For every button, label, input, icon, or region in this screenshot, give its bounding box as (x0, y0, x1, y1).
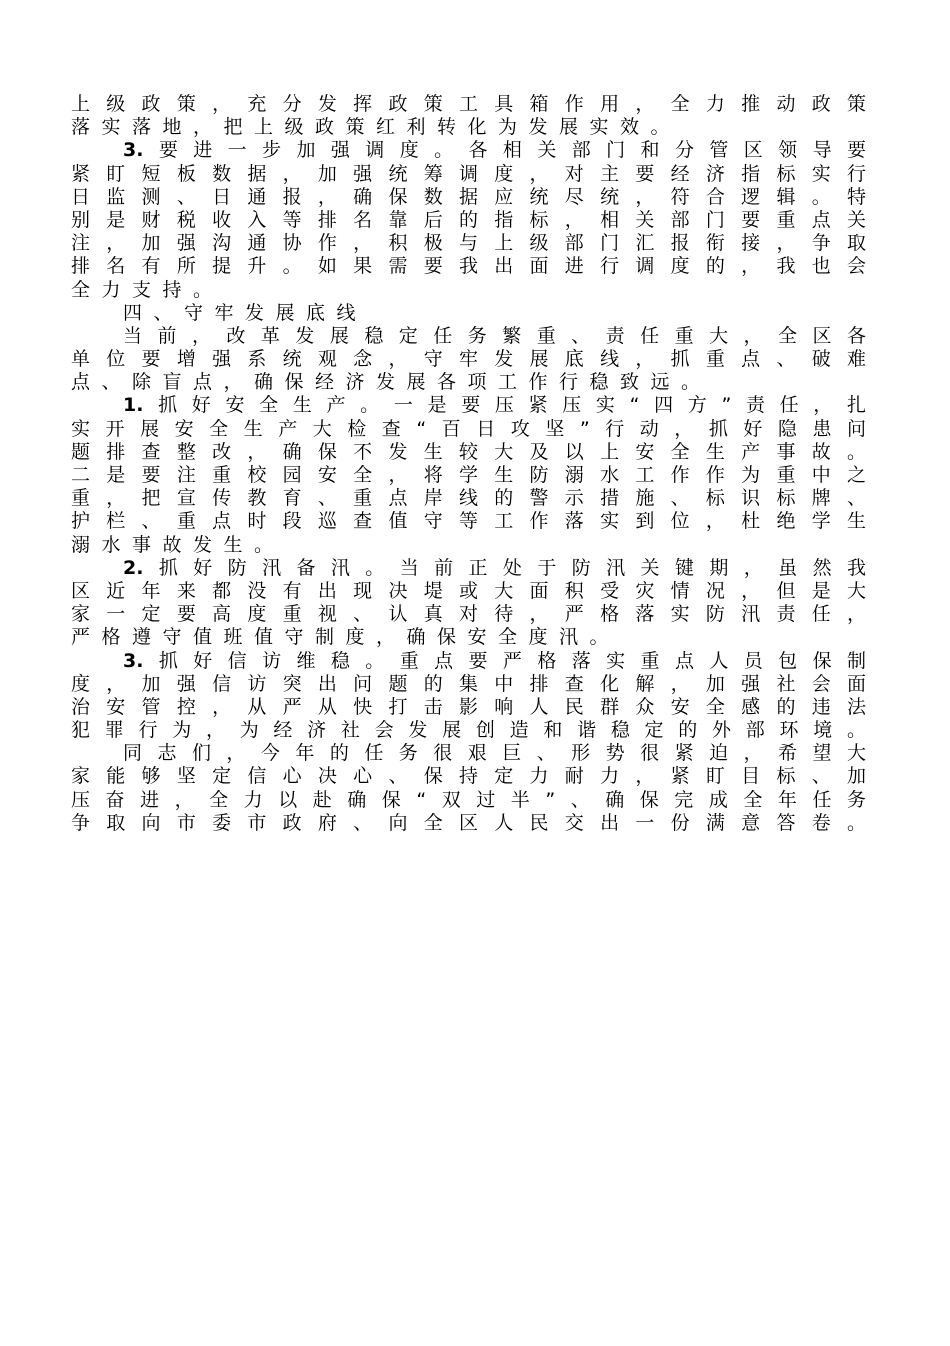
item-number: 3. (123, 649, 144, 672)
text-line: 犯罪行为，为经济社会发展创造和谐稳定的外部环境。 (71, 719, 866, 742)
text-line: 严格遵守值班值守制度，确保安全度汛。 (71, 626, 621, 649)
item-number: 3. (123, 139, 144, 162)
text-line: 单位要增强系统观念，守牢发展底线，抓重点、破难 (71, 348, 866, 371)
text-line: 溺水事故发生。 (71, 533, 285, 556)
text-line: 重，把宣传教育、重点岸线的警示措施、标识标牌、 (71, 487, 866, 510)
text-span: 抓好信访维稳。重点要严格落实重点人员包保制 (143, 649, 866, 672)
text-line: 全力支持。 (71, 278, 224, 301)
text-line: 二是要注重校园安全，将学生防溺水工作作为重中之 (71, 464, 866, 486)
text-line: 实开展安全生产大检查“百日攻坚”行动，抓好隐患问 (71, 417, 866, 440)
text-line: 题排查整改，确保不发生较大及以上安全生产事故。 (71, 440, 866, 463)
text-line: 同志们，今年的任务很艰巨、形势很紧迫，希望大 (123, 742, 866, 765)
section-heading-four (71, 302, 866, 325)
text-line (71, 394, 866, 417)
text-line: 排名有所提升。如果需要我出面进行调度的，我也会 (71, 255, 866, 278)
paragraph-safety (71, 394, 866, 556)
text-line: 注，加强沟通协作，积极与上级部门汇报衔接，争取 (71, 232, 866, 255)
text-line (71, 139, 866, 162)
text-line: 度，加强信访突出问题的集中排查化解，加强社会面 (71, 672, 866, 695)
paragraph-policy-continuation (71, 93, 866, 139)
text-line (71, 650, 866, 673)
text-line: 上级政策，充分发挥政策工具箱作用，全力推动政策 (71, 93, 866, 115)
text-line: 当前，改革发展稳定任务繁重、责任重大，全区各 (123, 324, 866, 347)
text-span: 要进一步加强调度。各相关部门和分管区领导要 (143, 139, 866, 162)
document-page (71, 93, 866, 835)
text-span: 抓好防汛备汛。当前正处于防汛关键期，虽然我 (143, 556, 866, 579)
text-line: 区近年来都没有出现决堤或大面积受灾情况，但是大 (71, 579, 866, 602)
text-line (71, 557, 866, 580)
text-span: 抓好安全生产。一是要压紧压实“四方”责任，扎 (143, 394, 866, 417)
text-line: 日监测、日通报，确保数据应统尽统，符合逻辑。特 (71, 185, 866, 208)
text-line: 家一定要高度重视、认真对待，严格落实防汛责任， (71, 603, 866, 626)
text-line: 落实落地，把上级政策红利转化为发展实效。 (71, 116, 682, 139)
paragraph-flood (71, 557, 866, 650)
text-line: 治安管控，从严从快打击影响人民群众安全感的违法 (71, 695, 866, 718)
text-line: 紧盯短板数据，加强统筹调度，对主要经济指标实行 (71, 162, 866, 185)
paragraph-dispatch (71, 139, 866, 301)
paragraph-current (71, 325, 866, 395)
text-line: 别是财税收入等排名靠后的指标，相关部门要重点关 (71, 208, 866, 231)
text-line: 点、除盲点，确保经济发展各项工作行稳致远。 (71, 371, 712, 394)
heading-text: 四、守牢发展底线 (123, 301, 368, 324)
item-number: 2. (123, 556, 144, 579)
text-line: 争取向市委市政府、向全区人民交出一份满意答卷。 (71, 811, 866, 834)
paragraph-closing (71, 742, 866, 835)
text-line: 压奋进，全力以赴确保“双过半”、确保完成全年任务 (71, 788, 866, 811)
item-number: 1. (123, 394, 144, 417)
text-line: 家能够坚定信心决心、保持定力耐力，紧盯目标、加 (71, 765, 866, 788)
paragraph-petition (71, 650, 866, 743)
text-line: 护栏、重点时段巡查值守等工作落实到位，杜绝学生 (71, 510, 866, 533)
